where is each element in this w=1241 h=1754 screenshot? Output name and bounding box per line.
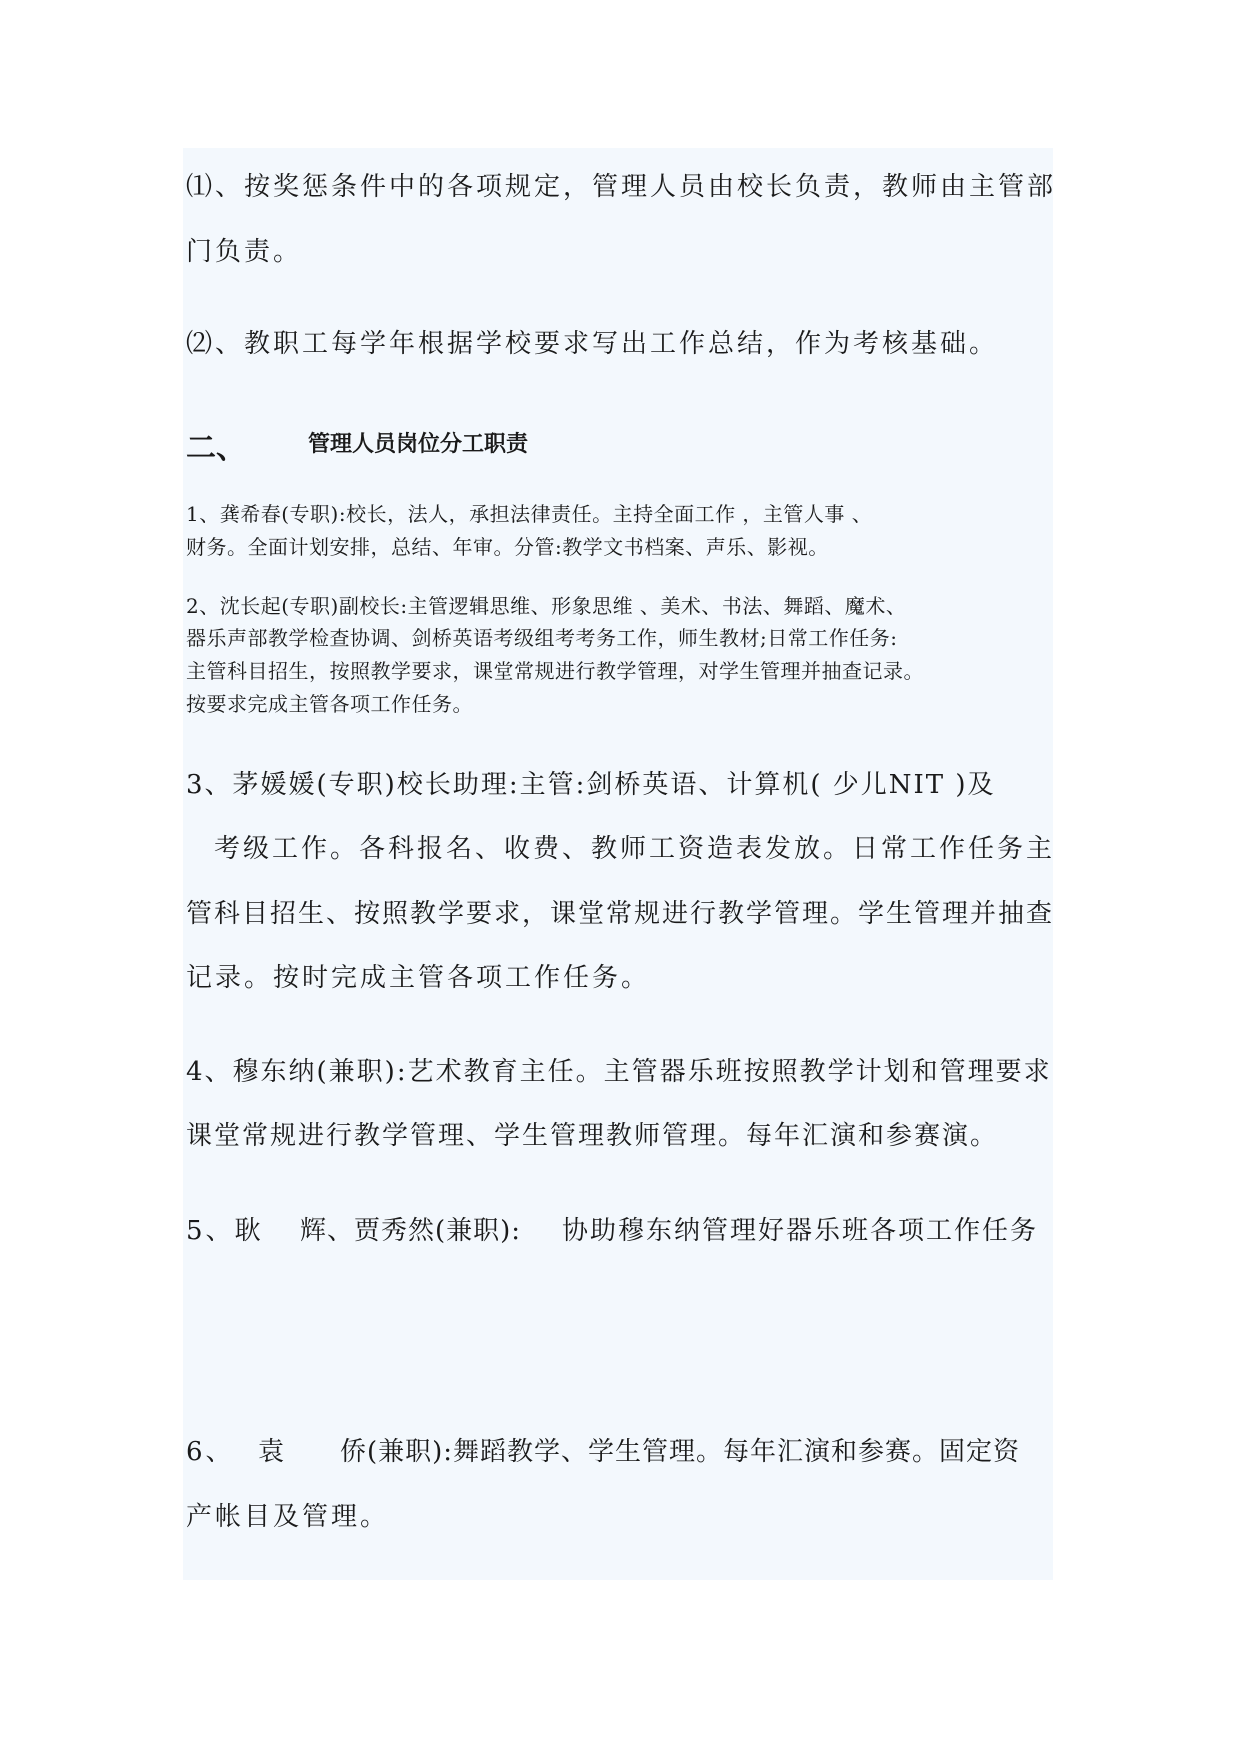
duty-3-line-1: 3、茅媛媛(专职)校长助理:主管:剑桥英语、计算机( 少儿NIT )及 bbox=[186, 770, 996, 800]
paragraph-1-line-1: ⑴、按奖惩条件中的各项规定，管理人员由校长负责，教师由主管部 bbox=[186, 172, 1057, 202]
duty-5-name-2: 辉、贾秀然(兼职): bbox=[300, 1216, 522, 1246]
section-title: 管理人员岗位分工职责 bbox=[308, 432, 529, 457]
duty-6-name-1: 袁 bbox=[258, 1437, 288, 1467]
duty-2-line-2: 器乐声部教学检查协调、剑桥英语考级组考考务工作，师生教材;日常工作任务: bbox=[186, 626, 898, 650]
paragraph-2-line-1: ⑵、教职工每学年根据学校要求写出工作总结，作为考核基础。 bbox=[186, 329, 999, 359]
duty-4-line-1: 4、穆东纳(兼职):艺术教育主任。主管器乐班按照教学计划和管理要求 bbox=[186, 1057, 1052, 1087]
duty-6-line-2: 产帐目及管理。 bbox=[186, 1502, 390, 1532]
section-number: 二、 bbox=[186, 431, 246, 466]
duty-3-line-3: 管科目招生、按照教学要求，课堂常规进行教学管理。学生管理并抽查 bbox=[186, 899, 1055, 929]
duty-6-text: 侨(兼职):舞蹈教学、学生管理。每年汇演和参赛。固定资 bbox=[340, 1437, 1021, 1467]
duty-2-line-4: 按要求完成主管各项工作任务。 bbox=[186, 692, 473, 716]
duty-4-line-2: 课堂常规进行教学管理、学生管理教师管理。每年汇演和参赛演。 bbox=[186, 1121, 999, 1151]
duty-1-line-2: 财务。全面计划安排，总结、年审。分管:教学文书档案、声乐、影视。 bbox=[186, 535, 829, 559]
duty-6-number: 6、 bbox=[186, 1437, 235, 1467]
duty-2-line-3: 主管科目招生，按照教学要求，课堂常规进行教学管理，对学生管理并抽查记录。 bbox=[186, 659, 924, 683]
duty-2-line-1: 2、沈长起(专职)副校长:主管逻辑思维、形象思维 、美术、书法、舞蹈、魔术、 bbox=[186, 594, 907, 618]
paragraph-1-line-2: 门负责。 bbox=[186, 237, 303, 267]
duty-3-line-2: 考级工作。各科报名、收费、教师工资造表发放。日常工作任务主 bbox=[214, 834, 1056, 864]
duty-5-text: 协助穆东纳管理好器乐班各项工作任务 bbox=[562, 1216, 1039, 1246]
duty-1-line-1: 1、龚希春(专职):校长，法人，承担法律责任。主持全面工作 ，主管人事 、 bbox=[186, 502, 873, 526]
duty-5-name-1: 5、耿 bbox=[186, 1216, 264, 1246]
duty-3-line-4: 记录。按时完成主管各项工作任务。 bbox=[186, 963, 651, 993]
